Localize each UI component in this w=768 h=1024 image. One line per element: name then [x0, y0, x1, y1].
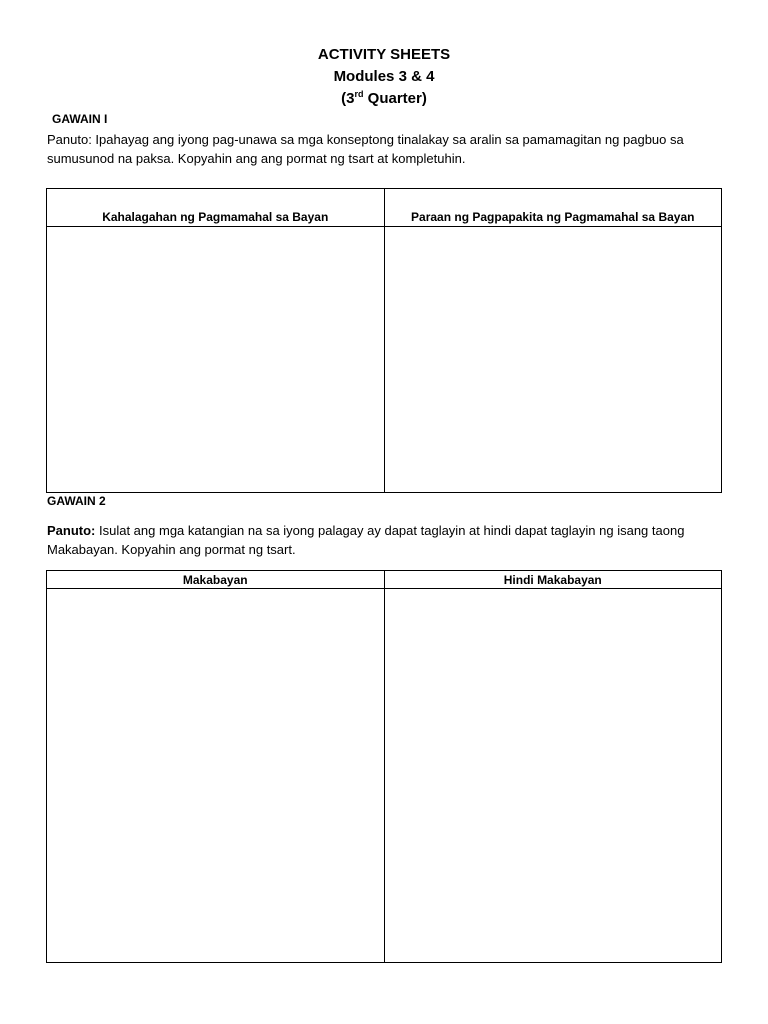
quarter-ordinal-suffix: rd — [354, 89, 364, 99]
gawain-1-chart — [46, 188, 722, 493]
gawain-2-header-row — [47, 571, 722, 589]
quarter-open: (3 — [341, 90, 355, 107]
column-header-hindi-makabayan: Hindi Makabayan — [384, 571, 722, 589]
gawain-1-answer-row — [47, 227, 722, 493]
gawain-2-chart — [46, 570, 722, 963]
document-title-block — [0, 44, 768, 110]
answer-cell-kahalagahan[interactable] — [47, 227, 385, 493]
answer-cell-hindi-makabayan[interactable] — [384, 589, 722, 963]
gawain-1-header-row — [47, 189, 722, 227]
column-header-paraan: Paraan ng Pagpapakita ng Pagmamahal sa Bayan — [384, 189, 722, 227]
instruction-label: Panuto: — [47, 523, 96, 538]
column-header-kahalagahan: Kahalagahan ng Pagmamahal sa Bayan — [47, 189, 385, 227]
instruction-text: Isulat ang mga katangian na sa iyong palagay ay dapat taglayin at hindi dapat taglayin ng isang taong Makabayan. Kopyahin ang pormat ng tsart. — [47, 523, 685, 557]
gawain-2-heading: GAWAIN 2 — [47, 494, 106, 508]
document-title: ACTIVITY SHEETS — [317, 46, 451, 63]
column-header-makabayan: Makabayan — [47, 571, 385, 589]
quarter-subtitle — [0, 88, 768, 110]
gawain-1-instruction: Panuto: Ipahayag ang iyong pag-unawa sa mga konseptong tinalakay sa aralin sa pamamagitan ng pagbuo sa sumusunod na paksa. Kopyahin ang ang pormat ng tsart at kompletuhin. — [47, 132, 684, 166]
modules-subtitle: Modules 3 & 4 — [333, 68, 435, 85]
quarter-close: Quarter) — [363, 90, 427, 107]
gawain-2-answer-row — [47, 589, 722, 963]
answer-cell-makabayan[interactable] — [47, 589, 385, 963]
gawain-1-heading: GAWAIN I — [52, 112, 108, 126]
gawain-2-instruction — [47, 521, 727, 559]
answer-cell-paraan[interactable] — [384, 227, 722, 493]
